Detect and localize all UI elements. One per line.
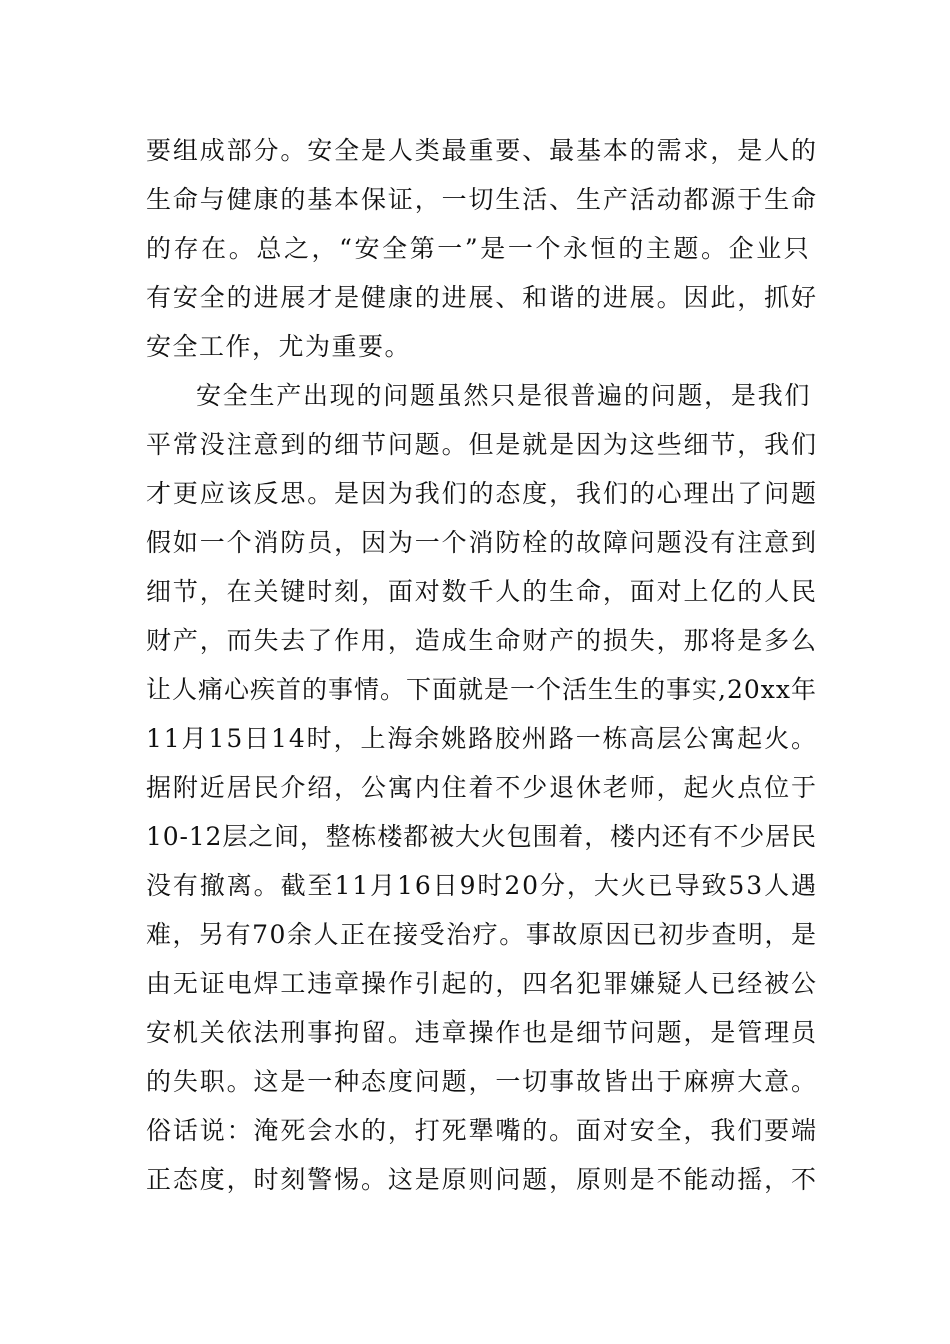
text-line: 安全工作，尤为重要。 (146, 332, 412, 361)
text-line: 细节，在关键时刻，面对数千人的生命，面对上亿的人民 (146, 577, 818, 606)
text-line: 要组成部分。安全是人类最重要、最基本的需求，是人的 (146, 136, 818, 165)
text-line: 俗话说：淹死会水的，打死犟嘴的。面对安全，我们要端 (146, 1116, 818, 1145)
paragraph-start-line: 安全生产出现的问题虽然只是很普遍的问题，是我们 (196, 381, 812, 410)
text-line: 假如一个消防员，因为一个消防栓的故障问题没有注意到 (146, 528, 818, 557)
text-line: 的存在。总之，“安全第一”是一个永恒的主题。企业只 (146, 234, 812, 263)
text-line: 的失职。这是一种态度问题，一切事故皆出于麻痹大意。 (146, 1067, 818, 1096)
text-line: 11月15日14时，上海余姚路胶州路一栋高层公寓起火。 (146, 724, 818, 753)
text-line: 平常没注意到的细节问题。但是就是因为这些细节，我们 (146, 430, 818, 459)
text-line: 才更应该反思。是因为我们的态度，我们的心理出了问题 (146, 479, 818, 508)
text-line: 生命与健康的基本保证，一切生活、生产活动都源于生命 (146, 185, 818, 214)
text-line: 难，另有70余人正在接受治疗。事故原因已初步查明，是 (146, 920, 818, 949)
text-line: 由无证电焊工违章操作引起的，四名犯罪嫌疑人已经被公 (146, 969, 818, 998)
text-line: 财产，而失去了作用，造成生命财产的损失，那将是多么 (146, 626, 818, 655)
text-line: 10-12层之间，整栋楼都被大火包围着，楼内还有不少居民 (146, 822, 817, 851)
text-line: 正态度，时刻警惕。这是原则问题，原则是不能动摇，不 (146, 1165, 818, 1194)
text-line: 没有撤离。截至11月16日9时20分，大火已导致53人遇 (146, 871, 818, 900)
text-line: 据附近居民介绍，公寓内住着不少退休老师，起火点位于 (146, 773, 818, 802)
body-text (146, 126, 816, 1204)
text-line: 安机关依法刑事拘留。违章操作也是细节问题，是管理员 (146, 1018, 818, 1047)
text-line: 有安全的进展才是健康的进展、和谐的进展。因此，抓好 (146, 283, 818, 312)
text-line: 让人痛心疾首的事情。下面就是一个活生生的事实,20xx年 (146, 675, 817, 704)
